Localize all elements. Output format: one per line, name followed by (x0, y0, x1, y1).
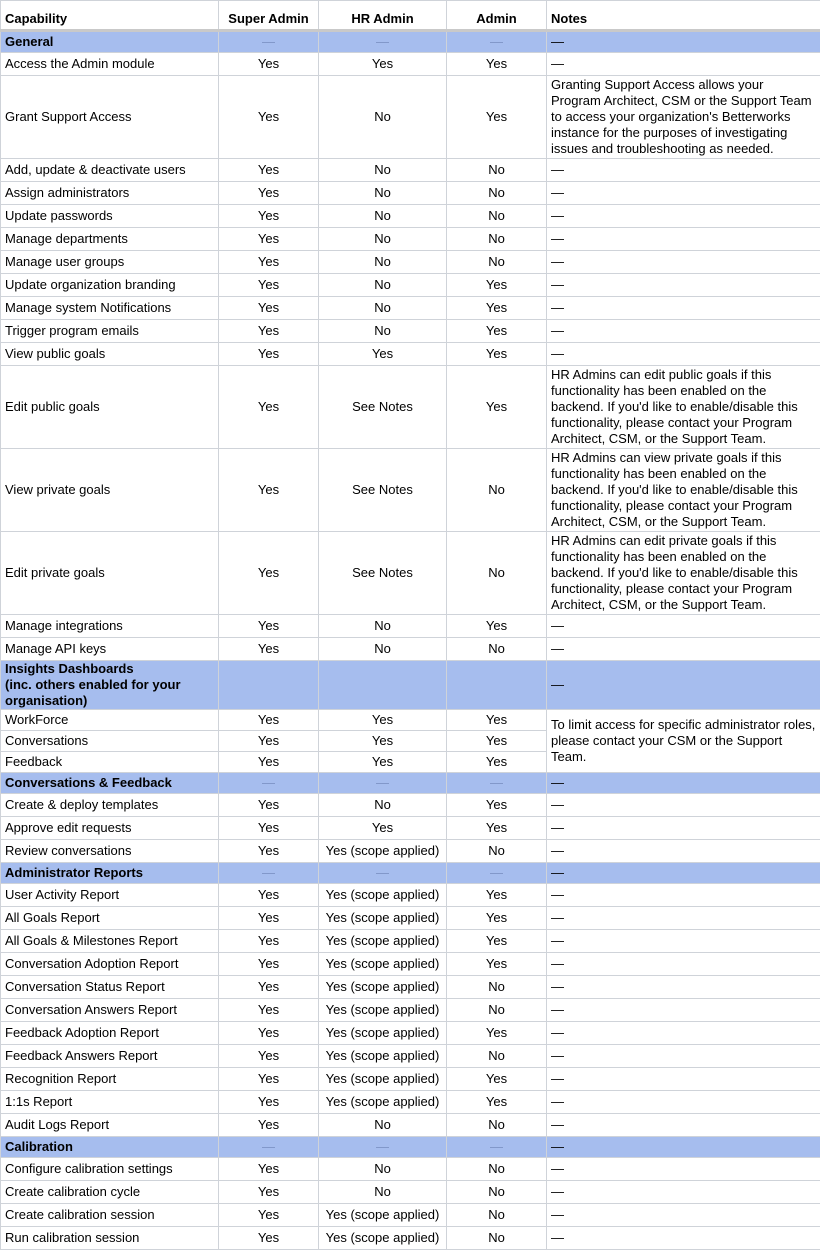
super-admin-cell: Yes (219, 840, 319, 863)
section-title-line2: (inc. others enabled for your organisation) (5, 677, 181, 708)
super-admin-cell: Yes (219, 638, 319, 661)
super-admin-cell: Yes (219, 76, 319, 159)
super-admin-cell: Yes (219, 999, 319, 1022)
capability-cell: Conversation Answers Report (1, 999, 219, 1022)
table-row (1, 1204, 820, 1227)
admin-cell: No (447, 1045, 547, 1068)
admin-cell: Yes (447, 884, 547, 907)
table-row (1, 182, 820, 205)
hr-admin-cell: Yes (319, 752, 447, 773)
notes-cell: — (547, 159, 820, 182)
admin-cell: Yes (447, 930, 547, 953)
section-title (1, 661, 219, 710)
super-admin-cell: Yes (219, 274, 319, 297)
hr-admin-cell: Yes (scope applied) (319, 884, 447, 907)
section-empty (447, 661, 547, 710)
notes-cell: — (547, 343, 820, 366)
capability-cell: Create & deploy templates (1, 794, 219, 817)
admin-cell: No (447, 205, 547, 228)
hr-admin-cell: See Notes (319, 449, 447, 532)
table-row (1, 159, 820, 182)
section-notes: — (547, 863, 820, 884)
capability-cell: Run calibration session (1, 1227, 219, 1250)
hr-admin-cell: Yes (319, 731, 447, 752)
table-row (1, 907, 820, 930)
admin-cell: Yes (447, 76, 547, 159)
admin-cell: Yes (447, 274, 547, 297)
super-admin-cell: Yes (219, 1227, 319, 1250)
capability-cell: WorkForce (1, 710, 219, 731)
hr-admin-cell: No (319, 615, 447, 638)
notes-cell: — (547, 1181, 820, 1204)
notes-cell: — (547, 953, 820, 976)
section-dash: — (219, 863, 319, 884)
super-admin-cell: Yes (219, 731, 319, 752)
capability-cell: Manage integrations (1, 615, 219, 638)
admin-cell: No (447, 1181, 547, 1204)
super-admin-cell: Yes (219, 1045, 319, 1068)
table-row (1, 638, 820, 661)
super-admin-cell: Yes (219, 182, 319, 205)
capability-cell: Manage departments (1, 228, 219, 251)
table-row (1, 320, 820, 343)
admin-cell: No (447, 182, 547, 205)
hr-admin-cell: No (319, 228, 447, 251)
table-row (1, 343, 820, 366)
notes-cell: Granting Support Access allows your Program Architect, CSM or the Support Team to access your organization's Betterworks instance for the purposes of investigating issues and troubleshooting as needed. (547, 76, 820, 159)
notes-cell: — (547, 794, 820, 817)
section-general (1, 31, 820, 53)
admin-cell: Yes (447, 320, 547, 343)
super-admin-cell: Yes (219, 752, 319, 773)
admin-cell: No (447, 999, 547, 1022)
notes-cell: HR Admins can view private goals if this functionality has been enabled on the backend. If you'd like to enable/disable this functionality, please contact your Program Architect, CSM, or the Support Team. (547, 449, 820, 532)
capability-cell: Trigger program emails (1, 320, 219, 343)
hr-admin-cell: No (319, 320, 447, 343)
notes-cell: — (547, 638, 820, 661)
admin-cell: Yes (447, 297, 547, 320)
hr-admin-cell: Yes (scope applied) (319, 999, 447, 1022)
section-reports (1, 863, 820, 884)
section-notes: — (547, 773, 820, 794)
hr-admin-cell: Yes (scope applied) (319, 1204, 447, 1227)
admin-cell: Yes (447, 366, 547, 449)
notes-cell: — (547, 840, 820, 863)
hr-admin-cell: Yes (scope applied) (319, 1022, 447, 1045)
super-admin-cell: Yes (219, 320, 319, 343)
section-title: Calibration (1, 1137, 219, 1158)
capability-cell: Update passwords (1, 205, 219, 228)
section-notes: — (547, 31, 820, 53)
table-row (1, 1181, 820, 1204)
super-admin-cell: Yes (219, 1114, 319, 1137)
admin-cell: Yes (447, 710, 547, 731)
table-row (1, 976, 820, 999)
notes-cell: — (547, 251, 820, 274)
capability-cell: 1:1s Report (1, 1091, 219, 1114)
super-admin-cell: Yes (219, 251, 319, 274)
capability-cell: Create calibration cycle (1, 1181, 219, 1204)
section-title-line1: Insights Dashboards (5, 661, 134, 676)
super-admin-cell: Yes (219, 1204, 319, 1227)
admin-cell: No (447, 638, 547, 661)
capability-cell: Configure calibration settings (1, 1158, 219, 1181)
header-hr-admin: HR Admin (319, 1, 447, 31)
hr-admin-cell: Yes (scope applied) (319, 1068, 447, 1091)
hr-admin-cell: No (319, 794, 447, 817)
table-row (1, 840, 820, 863)
super-admin-cell: Yes (219, 976, 319, 999)
admin-cell: No (447, 1158, 547, 1181)
admin-cell: Yes (447, 53, 547, 76)
section-dash: — (219, 31, 319, 53)
section-insights (1, 661, 820, 710)
header-admin: Admin (447, 1, 547, 31)
notes-cell: — (547, 205, 820, 228)
hr-admin-cell: Yes (scope applied) (319, 1091, 447, 1114)
section-title: Conversations & Feedback (1, 773, 219, 794)
super-admin-cell: Yes (219, 1091, 319, 1114)
table-row (1, 297, 820, 320)
admin-cell: Yes (447, 731, 547, 752)
notes-cell: — (547, 228, 820, 251)
admin-cell: No (447, 251, 547, 274)
section-conversations (1, 773, 820, 794)
capability-cell: User Activity Report (1, 884, 219, 907)
notes-cell: — (547, 1227, 820, 1250)
super-admin-cell: Yes (219, 366, 319, 449)
hr-admin-cell: Yes (scope applied) (319, 1227, 447, 1250)
admin-cell: Yes (447, 1068, 547, 1091)
header-capability: Capability (1, 1, 219, 31)
admin-cell: No (447, 159, 547, 182)
notes-cell: HR Admins can edit public goals if this functionality has been enabled on the backend. If you'd like to enable/disable this functionality, please contact your Program Architect, CSM, or the Support Team. (547, 366, 820, 449)
notes-cell: — (547, 930, 820, 953)
super-admin-cell: Yes (219, 930, 319, 953)
table-row (1, 53, 820, 76)
section-title: Administrator Reports (1, 863, 219, 884)
admin-cell: No (447, 976, 547, 999)
hr-admin-cell: Yes (scope applied) (319, 930, 447, 953)
section-dash: — (319, 863, 447, 884)
hr-admin-cell: Yes (319, 343, 447, 366)
section-empty (319, 661, 447, 710)
section-notes: — (547, 661, 820, 710)
hr-admin-cell: See Notes (319, 366, 447, 449)
header-row (1, 1, 820, 31)
hr-admin-cell: No (319, 274, 447, 297)
table-row (1, 1158, 820, 1181)
capability-cell: All Goals & Milestones Report (1, 930, 219, 953)
admin-cell: Yes (447, 615, 547, 638)
header-notes: Notes (547, 1, 820, 31)
section-notes: — (547, 1137, 820, 1158)
table-row (1, 532, 820, 615)
admin-cell: Yes (447, 752, 547, 773)
notes-cell: — (547, 1204, 820, 1227)
capability-cell: Manage system Notifications (1, 297, 219, 320)
notes-cell: — (547, 1114, 820, 1137)
super-admin-cell: Yes (219, 794, 319, 817)
hr-admin-cell: Yes (scope applied) (319, 907, 447, 930)
capability-cell: Assign administrators (1, 182, 219, 205)
notes-cell: — (547, 817, 820, 840)
section-dash: — (319, 31, 447, 53)
super-admin-cell: Yes (219, 1158, 319, 1181)
super-admin-cell: Yes (219, 1068, 319, 1091)
notes-cell: — (547, 297, 820, 320)
section-dash: — (219, 773, 319, 794)
capability-cell: Approve edit requests (1, 817, 219, 840)
capability-cell: Feedback Adoption Report (1, 1022, 219, 1045)
capability-cell: Create calibration session (1, 1204, 219, 1227)
hr-admin-cell: No (319, 297, 447, 320)
hr-admin-cell: No (319, 76, 447, 159)
capability-cell: Review conversations (1, 840, 219, 863)
super-admin-cell: Yes (219, 449, 319, 532)
hr-admin-cell: Yes (319, 817, 447, 840)
notes-cell: — (547, 182, 820, 205)
section-dash: — (447, 31, 547, 53)
admin-cell: No (447, 1227, 547, 1250)
capability-cell: Conversations (1, 731, 219, 752)
hr-admin-cell: No (319, 1158, 447, 1181)
admin-cell: Yes (447, 1091, 547, 1114)
admin-cell: Yes (447, 343, 547, 366)
super-admin-cell: Yes (219, 710, 319, 731)
table-row (1, 205, 820, 228)
table-row (1, 274, 820, 297)
table-row (1, 1227, 820, 1250)
table-row (1, 1114, 820, 1137)
table-row (1, 1091, 820, 1114)
super-admin-cell: Yes (219, 817, 319, 840)
section-dash: — (447, 773, 547, 794)
table-row (1, 817, 820, 840)
hr-admin-cell: No (319, 251, 447, 274)
admin-cell: Yes (447, 907, 547, 930)
notes-cell: — (547, 1022, 820, 1045)
section-dash: — (319, 1137, 447, 1158)
capability-cell: Manage user groups (1, 251, 219, 274)
super-admin-cell: Yes (219, 297, 319, 320)
section-dash: — (319, 773, 447, 794)
hr-admin-cell: Yes (scope applied) (319, 1045, 447, 1068)
capability-cell: View private goals (1, 449, 219, 532)
notes-cell: — (547, 884, 820, 907)
super-admin-cell: Yes (219, 953, 319, 976)
insights-notes-cell: To limit access for specific administrator roles, please contact your CSM or the Support Team. (547, 710, 820, 773)
table-row (1, 999, 820, 1022)
table-row (1, 953, 820, 976)
capability-cell: Manage API keys (1, 638, 219, 661)
hr-admin-cell: No (319, 205, 447, 228)
admin-cell: No (447, 532, 547, 615)
capability-cell: Edit public goals (1, 366, 219, 449)
hr-admin-cell: No (319, 159, 447, 182)
hr-admin-cell: No (319, 1114, 447, 1137)
hr-admin-cell: Yes (scope applied) (319, 976, 447, 999)
notes-cell: — (547, 1091, 820, 1114)
capability-cell: All Goals Report (1, 907, 219, 930)
admin-cell: Yes (447, 794, 547, 817)
notes-cell: — (547, 53, 820, 76)
capability-cell: Add, update & deactivate users (1, 159, 219, 182)
section-empty (219, 661, 319, 710)
super-admin-cell: Yes (219, 532, 319, 615)
notes-cell: — (547, 1158, 820, 1181)
super-admin-cell: Yes (219, 1022, 319, 1045)
admin-cell: No (447, 228, 547, 251)
capability-cell: Grant Support Access (1, 76, 219, 159)
hr-admin-cell: No (319, 1181, 447, 1204)
capability-cell: Update organization branding (1, 274, 219, 297)
admin-cell: Yes (447, 817, 547, 840)
super-admin-cell: Yes (219, 159, 319, 182)
super-admin-cell: Yes (219, 615, 319, 638)
table-row (1, 228, 820, 251)
hr-admin-cell: Yes (scope applied) (319, 953, 447, 976)
table-row (1, 794, 820, 817)
notes-cell: HR Admins can edit private goals if this functionality has been enabled on the backend. If you'd like to enable/disable this functionality, please contact your Program Architect, CSM, or the Support Team. (547, 532, 820, 615)
capability-cell: Feedback (1, 752, 219, 773)
super-admin-cell: Yes (219, 53, 319, 76)
capability-cell: Audit Logs Report (1, 1114, 219, 1137)
capability-cell: Feedback Answers Report (1, 1045, 219, 1068)
capability-cell: Access the Admin module (1, 53, 219, 76)
header-super-admin: Super Admin (219, 1, 319, 31)
table-row (1, 884, 820, 907)
admin-cell: No (447, 840, 547, 863)
table-row (1, 366, 820, 449)
capability-cell: Recognition Report (1, 1068, 219, 1091)
super-admin-cell: Yes (219, 228, 319, 251)
notes-cell: — (547, 1045, 820, 1068)
notes-cell: — (547, 976, 820, 999)
table-row (1, 710, 820, 731)
section-calibration (1, 1137, 820, 1158)
hr-admin-cell: Yes (319, 710, 447, 731)
section-dash: — (447, 1137, 547, 1158)
hr-admin-cell: No (319, 182, 447, 205)
super-admin-cell: Yes (219, 205, 319, 228)
table-row (1, 930, 820, 953)
hr-admin-cell: No (319, 638, 447, 661)
table-row (1, 615, 820, 638)
capability-cell: Edit private goals (1, 532, 219, 615)
super-admin-cell: Yes (219, 907, 319, 930)
section-title: General (1, 31, 219, 53)
notes-cell: — (547, 615, 820, 638)
table-row (1, 76, 820, 159)
admin-cell: No (447, 1114, 547, 1137)
super-admin-cell: Yes (219, 343, 319, 366)
notes-cell: — (547, 274, 820, 297)
admin-cell: No (447, 449, 547, 532)
table-row (1, 1068, 820, 1091)
notes-cell: — (547, 320, 820, 343)
table-row (1, 1045, 820, 1068)
table-row (1, 251, 820, 274)
capability-cell: Conversation Status Report (1, 976, 219, 999)
hr-admin-cell: Yes (scope applied) (319, 840, 447, 863)
hr-admin-cell: See Notes (319, 532, 447, 615)
table-row (1, 449, 820, 532)
super-admin-cell: Yes (219, 1181, 319, 1204)
hr-admin-cell: Yes (319, 53, 447, 76)
admin-cell: Yes (447, 953, 547, 976)
admin-cell: Yes (447, 1022, 547, 1045)
super-admin-cell: Yes (219, 884, 319, 907)
section-dash: — (219, 1137, 319, 1158)
table-row (1, 1022, 820, 1045)
notes-cell: — (547, 999, 820, 1022)
notes-cell: — (547, 907, 820, 930)
section-dash: — (447, 863, 547, 884)
admin-cell: No (447, 1204, 547, 1227)
capability-cell: Conversation Adoption Report (1, 953, 219, 976)
notes-cell: — (547, 1068, 820, 1091)
capability-cell: View public goals (1, 343, 219, 366)
